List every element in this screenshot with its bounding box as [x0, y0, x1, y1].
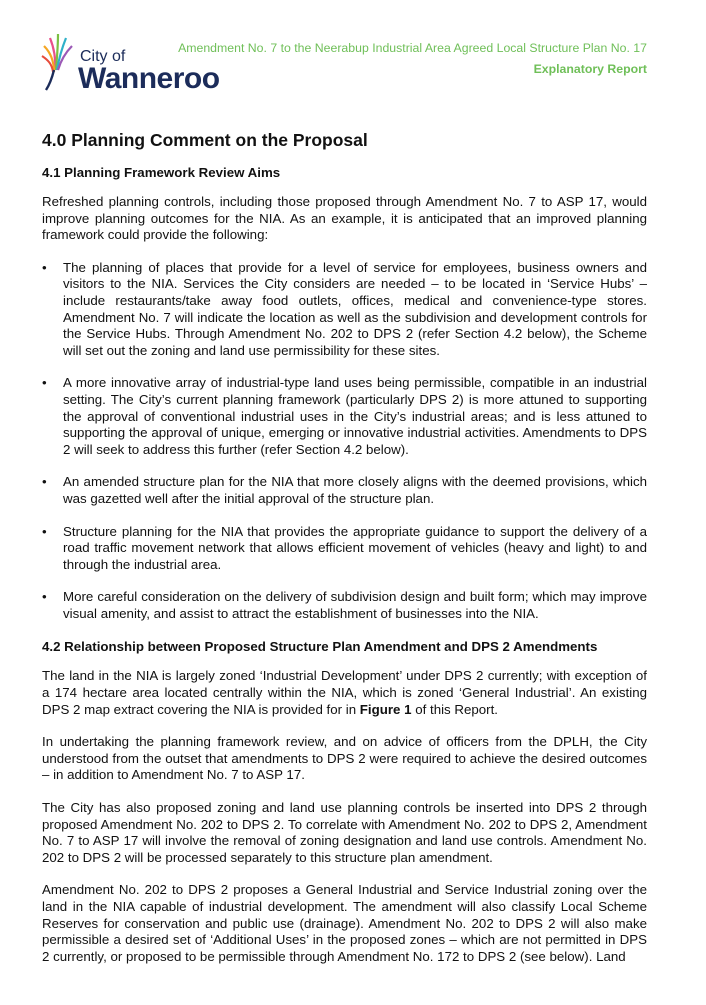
- list-item-text: A more innovative array of industrial-type land uses being permissible, compatible in an industrial setting. The City’s current planning framework (particularly DPS 2) is more attuned to supporting the approval of conventional industrial uses in the City’s industrial areas; and is less attuned to supporting the approval of unique, emerging or innovative industrial activities. Amendments to DPS 2 will seek to address this further (refer Section 4.2 below).: [63, 375, 647, 457]
- paragraph-4-1-intro: Refreshed planning controls, including those proposed through Amendment No. 7 to ASP 17, would improve planning outcomes for the NIA. As an example, it is anticipated that an improved planning framework could provide the following:: [42, 194, 647, 243]
- bullet-icon: •: [42, 375, 47, 391]
- bullet-icon: •: [42, 474, 47, 490]
- list-item-text: Structure planning for the NIA that provides the appropriate guidance to support the delivery of a road traffic movement network that allows efficient movement of vehicles (heavy and light) to and through the industrial area.: [63, 523, 647, 572]
- figure-reference: Figure 1: [359, 701, 412, 717]
- subsection-heading-4-1: 4.1 Planning Framework Review Aims: [42, 165, 281, 180]
- list-item-text: More careful consideration on the delivery of subdivision design and built form; which may improve visual amenity, and assist to attract the establishment of businesses into the NIA.: [63, 589, 647, 621]
- list-item: [42, 589, 647, 622]
- list-item-text: The planning of places that provide for a level of service for employees, business owners and visitors to the NIA. Services the City considers are needed – to be located in ‘Service Hubs’ – include restaurants/take away food outlets, offices, medical and convenience-type stores. Amendment No. 7 will indicate the location as well as the subdivision and development controls for the Service Hubs. Through Amendment No. 202 to DPS 2 (refer Section 4.2 below), the Scheme will set out the zoning and land use permissibility for these sites.: [63, 259, 647, 358]
- list-item: [42, 375, 647, 458]
- paragraph-4-2-4: Amendment No. 202 to DPS 2 proposes a General Industrial and Service Industrial zoning over the land in the NIA capable of industrial development. The amendment will also classify Local Scheme Reserves for conservation and public use (drainage). Amendment No. 202 to DPS 2 will also make permissible a desired set of ‘Additional Uses’ in the proposed zones – which are not permitted in DPS 2 currently, or proposed to be permissible through Amendment No. 172 to DPS 2 (see below). Land: [42, 882, 647, 964]
- section-heading: 4.0 Planning Comment on the Proposal: [42, 130, 368, 150]
- document-subtitle: Explanatory Report: [533, 62, 647, 76]
- subsection-heading-4-2: 4.2 Relationship between Proposed Structure Plan Amendment and DPS 2 Amendments: [42, 639, 598, 655]
- city-of-wanneroo-logo: [40, 30, 230, 96]
- paragraph-text: of this Report.: [411, 701, 498, 717]
- list-item-text: An amended structure plan for the NIA that more closely aligns with the deemed provisions, which was gazetted well after the initial approval of the structure plan.: [63, 474, 647, 506]
- bullet-icon: •: [42, 589, 47, 605]
- list-item: [42, 474, 647, 507]
- document-body: [42, 128, 647, 981]
- bullet-list: [42, 260, 647, 623]
- bullet-icon: •: [42, 523, 47, 539]
- logo-city-text: City of: [80, 48, 126, 65]
- list-item: [42, 260, 647, 360]
- logo-name-text: Wanneroo: [78, 62, 220, 95]
- list-item: [42, 524, 647, 574]
- paragraph-text: The land in the NIA is largely zoned ‘Industrial Development’ under DPS 2 currently; with exception of a 174 hectare area located centrally within the NIA, which is zoned ‘General Industrial’. An existing DPS 2 map extract covering the NIA is provided for in: [42, 668, 647, 717]
- document-title: Amendment No. 7 to the Neerabup Industrial Area Agreed Local Structure Plan No. 17: [178, 41, 647, 55]
- bullet-icon: •: [42, 259, 47, 275]
- paragraph-4-2-3: The City has also proposed zoning and land use planning controls be inserted into DPS 2 through proposed Amendment No. 202 to DPS 2. To correlate with Amendment No. 202 to DPS 2, Amendment No. 7 to ASP 17 will involve the removal of zoning designation and land use controls. Amendment No. 202 to DPS 2 will be processed separately to this structure plan amendment.: [42, 800, 647, 865]
- paragraph-4-2-2: In undertaking the planning framework review, and on advice of officers from the DPLH, the City understood from the outset that amendments to DPS 2 were required to achieve the desired outcomes – in addition to Amendment No. 7 to ASP 17.: [42, 734, 647, 783]
- paragraph-4-2-1: [42, 668, 647, 718]
